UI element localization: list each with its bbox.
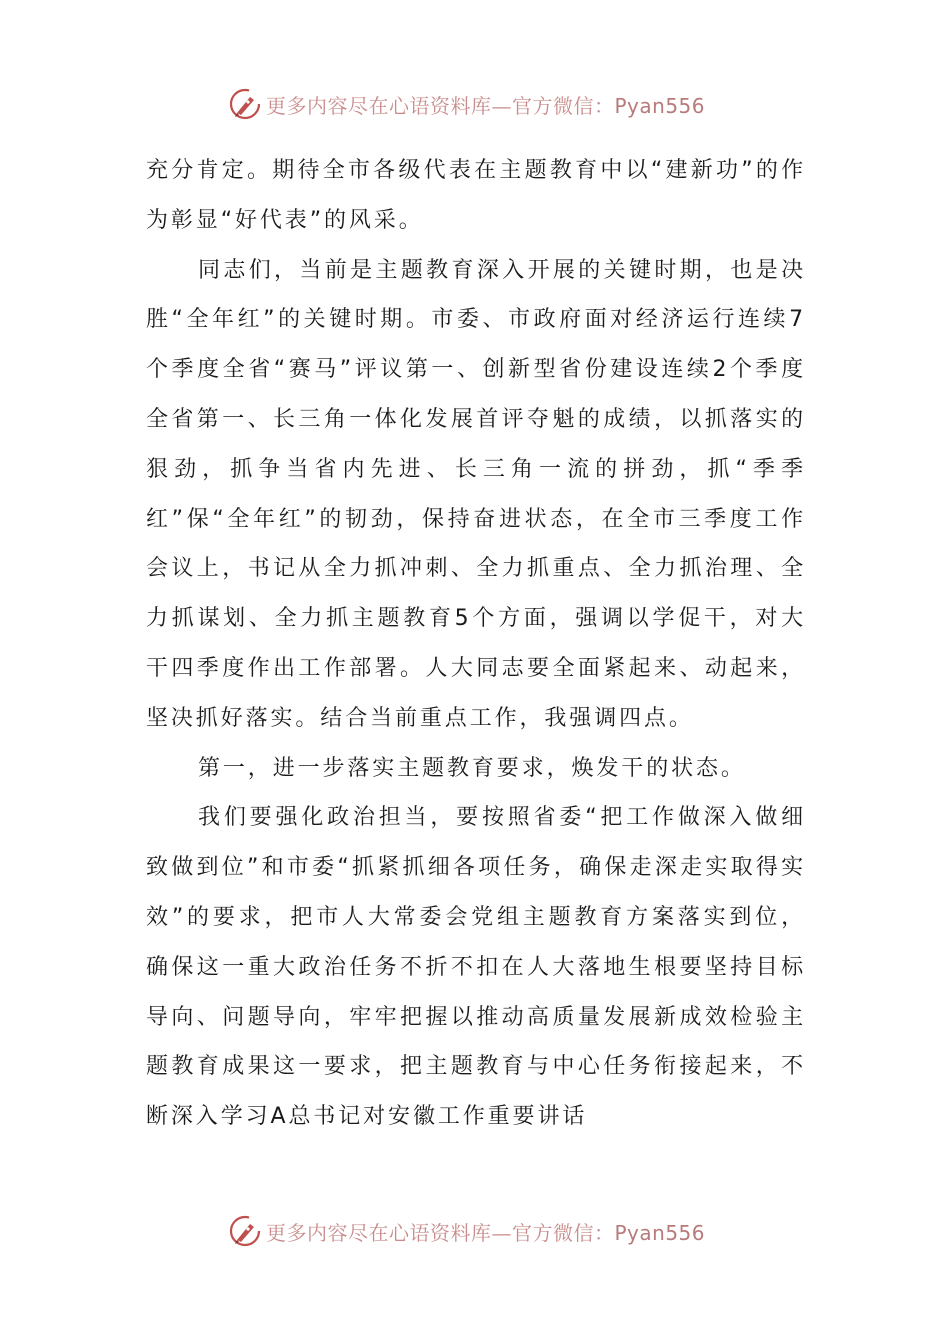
paragraph-1: 充分肯定。期待全市各级代表在主题教育中以“建新功”的作为彰显“好代表”的风采。 (146, 158, 806, 233)
watermark-wechat-id: Pyan556 (614, 1220, 706, 1245)
watermark-text: 更多内容尽在心语资料库—官方微信： (266, 93, 615, 118)
document-body (146, 146, 806, 1142)
watermark-text: 更多内容尽在心语资料库—官方微信： (266, 1220, 615, 1245)
watermark-header (228, 84, 705, 124)
pen-nib-seal-icon (228, 1214, 262, 1248)
watermark-footer (228, 1211, 705, 1251)
paragraph-4: 我们要强化政治担当，要按照省委“把工作做深入做细致做到位”和市委“抓紧抓细各项任务，确保走深走实取得实效”的要求，把市人大常委会党组主题教育方案落实到位，确保这一重大政治任务不折不扣在人大落地生根要坚持目标导向、问题导向，牢牢把握以推动高质量发展新成效检验主题教育成果这一要求，把主题教育与中心任务衔接起来，不断深入学习A总书记对安徽工作重要讲话 (146, 805, 806, 1130)
paragraph-3: 第一，进一步落实主题教育要求，焕发干的状态。 (198, 755, 746, 781)
watermark-wechat-id: Pyan556 (614, 93, 706, 118)
pen-nib-seal-icon (228, 87, 262, 121)
paragraph-2: 同志们，当前是主题教育深入开展的关键时期，也是决胜“全年红”的关键时期。市委、市政府面对经济运行连续7个季度全省“赛马”评议第一、创新型省份建设连续2个季度全省第一、长三角一体化发展首评夺魁的成绩，以抓落实的狠劲，抓争当省内先进、长三角一流的拼劲，抓“季季红”保“全年红”的韧劲，保持奋进状态，在全市三季度工作会议上，书记从全力抓冲刺、全力抓重点、全力抓治理、全力抓谋划、全力抓主题教育5个方面，强调以学促干，对大干四季度作出工作部署。人大同志要全面紧起来、动起来，坚决抓好落实。结合当前重点工作，我强调四点。 (146, 257, 806, 731)
